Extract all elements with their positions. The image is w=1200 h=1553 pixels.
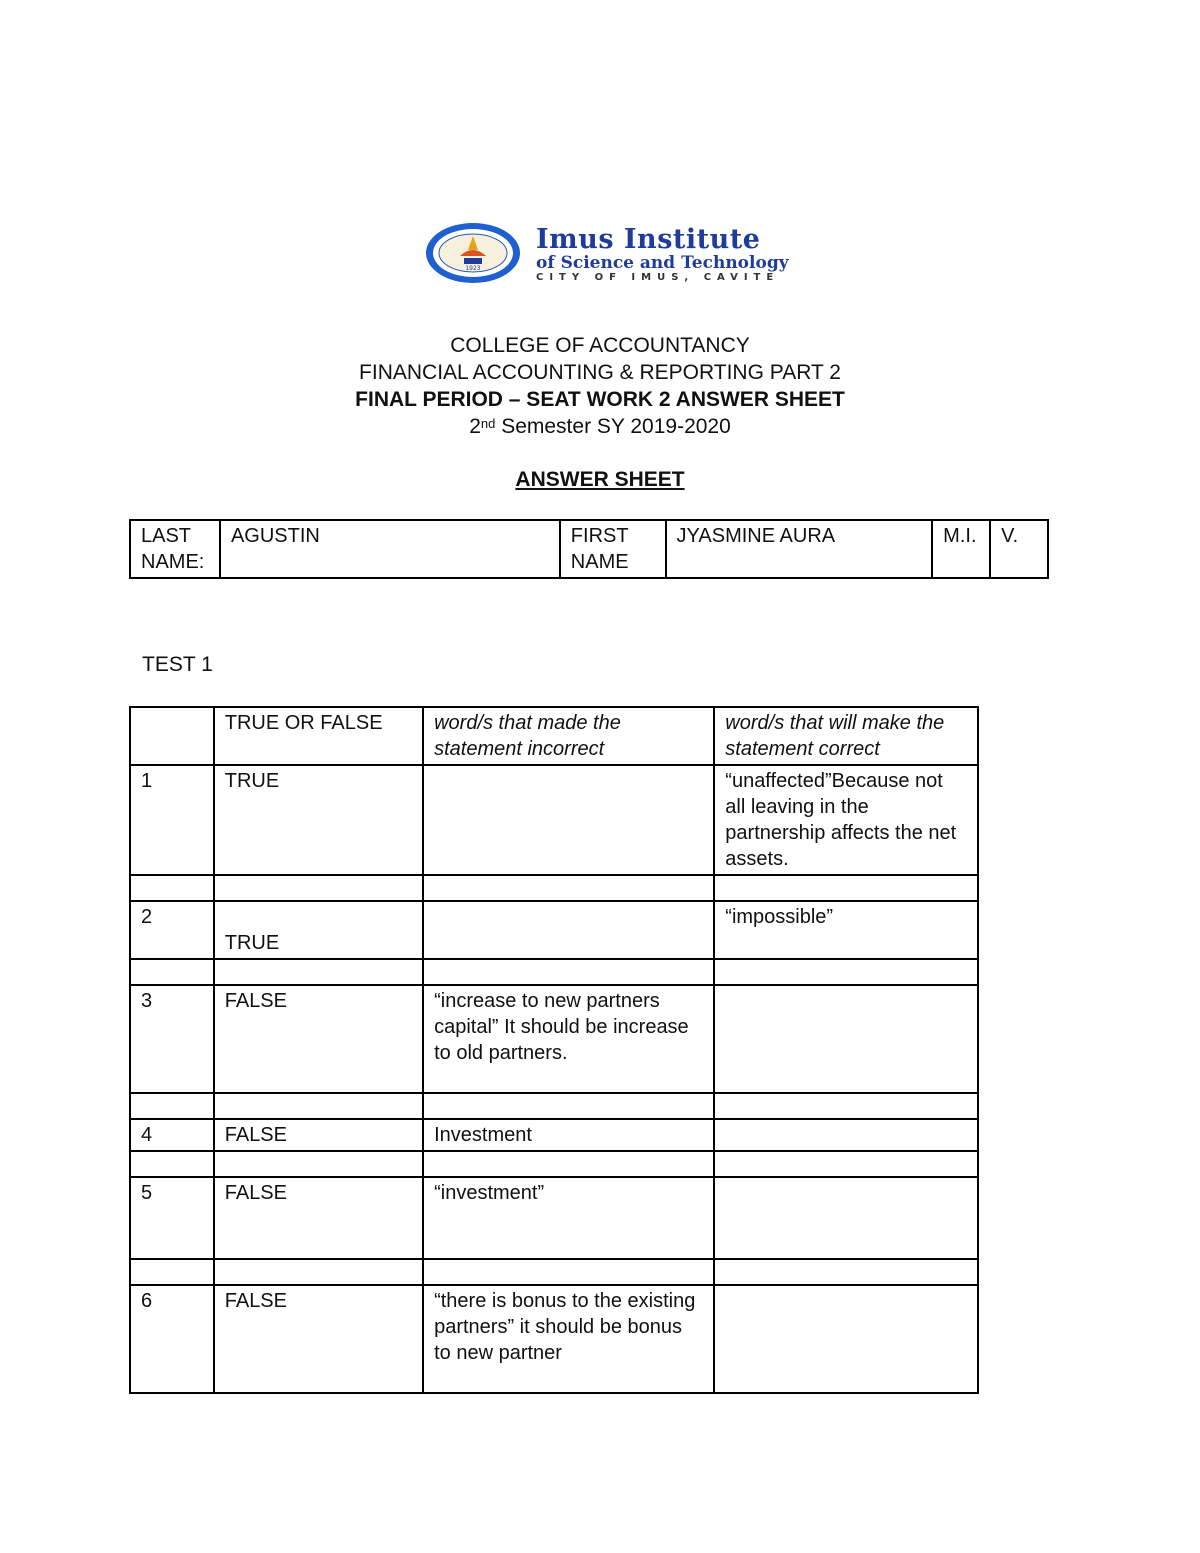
row-incorrect: “there is bonus to the existing partners” it should be bonus to new partner (423, 1285, 714, 1393)
row-true-false: FALSE (214, 1177, 423, 1259)
header-cell-number (130, 707, 214, 765)
table-row (130, 1119, 978, 1151)
logo-line-1: Imus Institute (536, 224, 761, 255)
row-number: 2 (130, 901, 214, 959)
row-number: 1 (130, 765, 214, 875)
answer-sheet-heading: ANSWER SHEET (515, 468, 685, 491)
row-number: 3 (130, 985, 214, 1093)
header-cell-true-false: TRUE OR FALSE (214, 707, 423, 765)
row-true-false: FALSE (214, 1119, 423, 1151)
first-name-value: JYASMINE AURA (666, 520, 933, 578)
row-true-false: TRUE (214, 765, 423, 875)
table-row (130, 901, 978, 959)
logo-line-3: CITY OF IMUS, CAVITE (536, 272, 780, 283)
row-correct (714, 1285, 978, 1393)
table-row (130, 1177, 978, 1259)
document-title: FINAL PERIOD – SEAT WORK 2 ANSWER SHEET (355, 388, 845, 411)
spacer-row (130, 875, 978, 901)
school-logo (424, 222, 834, 284)
last-name-value: AGUSTIN (220, 520, 560, 578)
test-label: TEST 1 (142, 653, 213, 676)
row-incorrect: Investment (423, 1119, 714, 1151)
row-number: 5 (130, 1177, 214, 1259)
middle-initial-label: M.I. (932, 520, 990, 578)
row-true-false: FALSE (214, 1285, 423, 1393)
table-row (130, 985, 978, 1093)
row-true-false: FALSE (214, 985, 423, 1093)
row-number: 4 (130, 1119, 214, 1151)
logo-line-2: of Science and Technology (536, 253, 789, 273)
table-row (130, 1285, 978, 1393)
header-cell-correct: word/s that will make the statement correct (714, 707, 978, 765)
spacer-row (130, 1093, 978, 1119)
semester-line: 2nd Semester SY 2019-2020 (469, 415, 731, 438)
header-cell-incorrect: word/s that made the statement incorrect (423, 707, 714, 765)
college-name: COLLEGE OF ACCOUNTANCY (450, 334, 750, 357)
row-true-false: TRUE (214, 901, 423, 959)
spacer-row (130, 959, 978, 985)
spacer-row (130, 1259, 978, 1285)
row-number: 6 (130, 1285, 214, 1393)
row-correct (714, 985, 978, 1093)
test-1-table (129, 706, 979, 1394)
table-header-row (130, 707, 978, 765)
row-incorrect (423, 765, 714, 875)
row-incorrect: “investment” (423, 1177, 714, 1259)
svg-text:1923: 1923 (465, 265, 481, 272)
row-correct (714, 1119, 978, 1151)
last-name-label: LAST NAME: (130, 520, 220, 578)
table-row (130, 765, 978, 875)
middle-initial-value: V. (990, 520, 1048, 578)
student-info-table (129, 519, 1049, 579)
row-correct: “unaffected”Because not all leaving in the partnership affects the net assets. (714, 765, 978, 875)
row-correct: “impossible” (714, 901, 978, 959)
row-incorrect (423, 901, 714, 959)
row-incorrect: “increase to new partners capital” It should be increase to old partners. (423, 985, 714, 1093)
first-name-label: FIRST NAME (560, 520, 666, 578)
spacer-row (130, 1151, 978, 1177)
course-name: FINANCIAL ACCOUNTING & REPORTING PART 2 (359, 361, 841, 384)
row-correct (714, 1177, 978, 1259)
school-seal-icon (424, 222, 522, 284)
